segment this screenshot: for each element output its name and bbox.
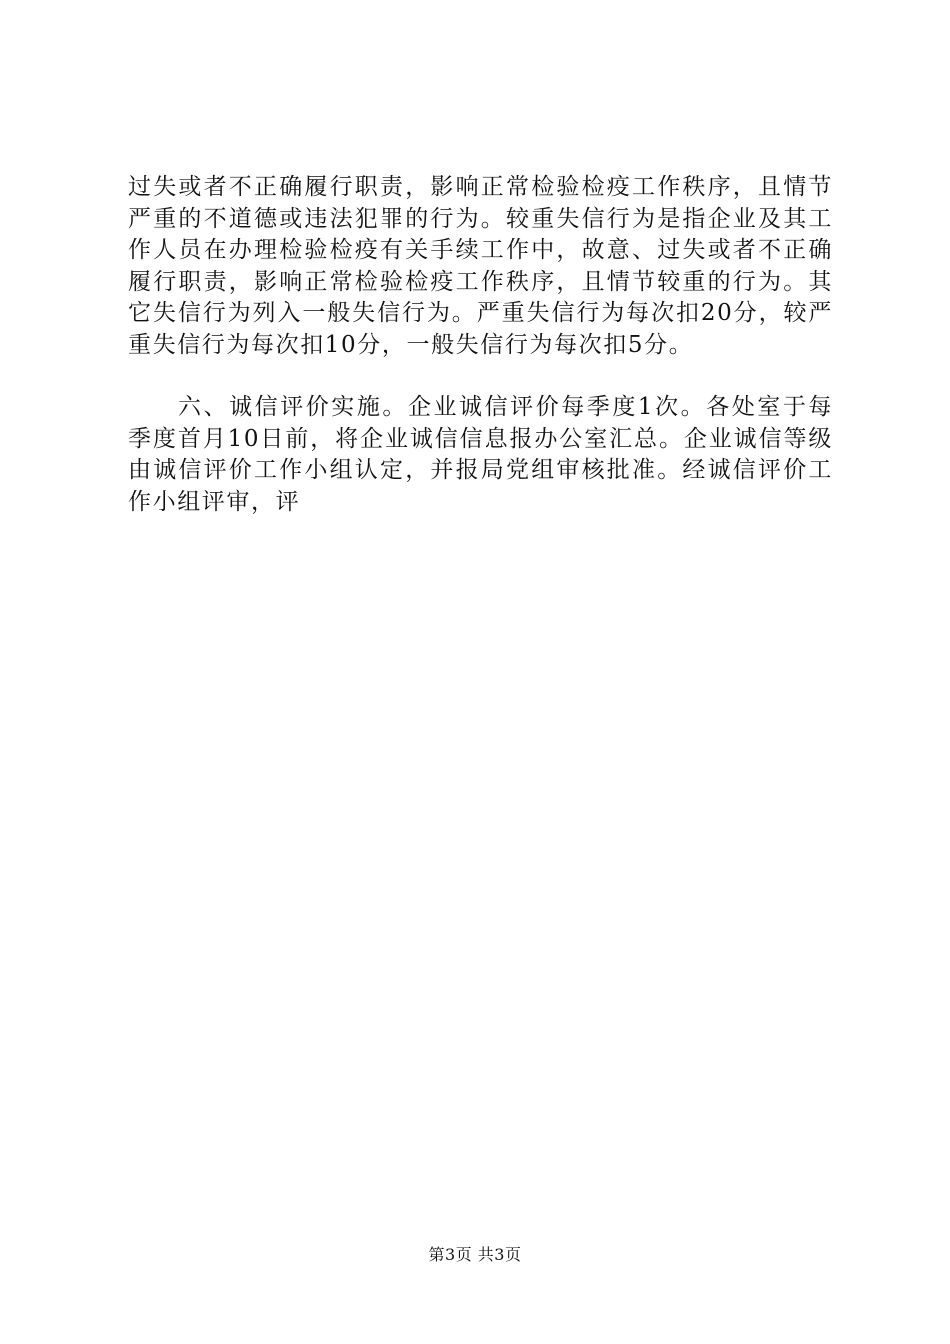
- document-body: [128, 172, 833, 518]
- page-footer: 第3页 共3页: [428, 1245, 522, 1264]
- paragraph-section-six: 六、诚信评价实施。企业诚信评价每季度1次。各处室于每季度首月10日前，将企业诚信信息报办公室汇总。企业诚信等级由诚信评价工作小组认定，并报局党组审核批准。经诚信评价工作小组评审，评: [128, 394, 833, 515]
- paragraph-continuation: 过失或者不正确履行职责，影响正常检验检疫工作秩序，且情节严重的不道德或违法犯罪的行为。较重失信行为是指企业及其工作人员在办理检验检疫有关手续工作中，故意、过失或者不正确履行职责，影响正常检验检疫工作秩序，且情节较重的行为。其它失信行为列入一般失信行为。严重失信行为每次扣20分，较严重失信行为每次扣10分，一般失信行为每次扣5分。: [128, 174, 833, 358]
